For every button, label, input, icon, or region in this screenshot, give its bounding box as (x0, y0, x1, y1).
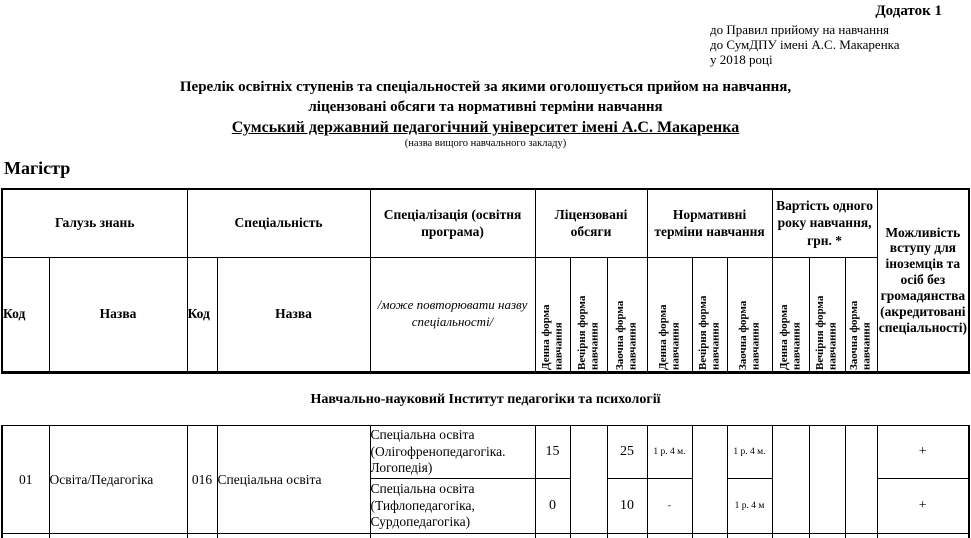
empty-cell (845, 534, 877, 538)
page-title-line-2: ліцензовані обсяги та нормативні терміни навчання (308, 99, 663, 115)
field-code-cell: 01 (2, 426, 49, 534)
tuition-cost-group-header: Вартість одного року навчання, грн. * (772, 189, 877, 257)
foreign-admission-header: Можливість вступу для іноземців та осіб без громадянства (акредитовані спеціальності) (877, 189, 969, 372)
empty-cell (535, 534, 570, 538)
licensed-day-form-header (535, 257, 570, 372)
term-day-cell: 1 р. 4 м. (647, 426, 692, 479)
page-heading (0, 77, 971, 150)
form-of-study-label: Заочна форма навчання (848, 300, 874, 370)
empty-cell (2, 534, 49, 538)
empty-cell (647, 534, 692, 538)
specialty-group-header: Спеціальність (187, 189, 370, 257)
admissions-table-header (1, 188, 970, 374)
specialization-cell: Спеціальна освіта (Олігофренопедагогіка. Логопедія) (370, 426, 535, 479)
empty-cell (809, 534, 845, 538)
foreign-admission-cell: + (877, 479, 969, 534)
licensed-evening-form-header (570, 257, 607, 372)
field-name-cell: Освіта/Педагогіка (49, 426, 187, 534)
annex-note (710, 22, 900, 67)
specialty-code-header: Код (187, 257, 217, 372)
page-title-line-1: Перелік освітніх ступенів та спеціальностей за якими оголошується прийом на навчання, (179, 79, 792, 95)
specialty-code-cell: 016 (187, 426, 217, 534)
terms-parttime-form-header (727, 257, 772, 372)
specialization-note: /може повторювати назву спеціальності/ (370, 257, 535, 372)
form-of-study-label: Денна форма навчання (656, 304, 682, 370)
table-row (2, 534, 969, 538)
header-sub-row (2, 257, 969, 372)
cost-day-form-header (772, 257, 809, 372)
licensed-parttime-cell: 25 (607, 426, 647, 479)
form-of-study-label: Вечірня форма навчання (575, 295, 601, 370)
term-parttime-cell: 1 р. 4 м. (727, 426, 772, 479)
cost-evening-cell (809, 426, 845, 534)
table-row (2, 426, 969, 479)
term-evening-cell (692, 426, 727, 534)
cost-parttime-form-header (845, 257, 877, 372)
cost-parttime-cell (845, 426, 877, 534)
field-name-header: Назва (49, 257, 187, 372)
form-of-study-label: Вечірня форма навчання (814, 295, 840, 370)
institute-section-heading: Навчально-науковий Інститут педагогіки та психології (310, 392, 661, 407)
terms-day-form-header (647, 257, 692, 372)
cost-evening-form-header (809, 257, 845, 372)
university-caption: (назва вищого навчального закладу) (404, 138, 567, 149)
annex-note-line-2: до СумДПУ імені А.С. Макаренка (710, 37, 900, 52)
empty-cell (49, 534, 187, 538)
specialization-header: Спеціалізація (освітня програма) (370, 189, 535, 257)
admissions-data-table (1, 425, 970, 538)
licensed-day-cell: 0 (535, 479, 570, 534)
form-of-study-label: Денна форма навчання (777, 304, 803, 370)
empty-cell (217, 534, 370, 538)
empty-cell (607, 534, 647, 538)
university-name: Сумський державний педагогічний університет імені А.С. Макаренка (231, 119, 740, 136)
normative-terms-group-header: Нормативні терміни навчання (647, 189, 772, 257)
field-of-knowledge-group-header: Галузь знань (2, 189, 187, 257)
annex-title: Додаток 1 (875, 3, 942, 19)
header-group-row (2, 189, 969, 257)
terms-evening-form-header (692, 257, 727, 372)
empty-cell (370, 534, 535, 538)
licensed-evening-cell (570, 426, 607, 534)
licensed-volume-group-header: Ліцензовані обсяги (535, 189, 647, 257)
empty-cell (727, 534, 772, 538)
field-code-header: Код (2, 257, 49, 372)
form-of-study-label: Заочна форма навчання (736, 300, 762, 370)
licensed-parttime-cell: 10 (607, 479, 647, 534)
specialty-name-header: Назва (217, 257, 370, 372)
term-day-cell: - (647, 479, 692, 534)
foreign-admission-cell: + (877, 426, 969, 479)
annex-note-line-1: до Правил прийому на навчання (710, 22, 890, 37)
annex-note-line-3: у 2018 році (710, 52, 773, 67)
empty-cell (772, 534, 809, 538)
specialty-name-cell: Спеціальна освіта (217, 426, 370, 534)
term-parttime-cell: 1 р. 4 м (727, 479, 772, 534)
degree-heading: Магістр (4, 158, 71, 178)
licensed-parttime-form-header (607, 257, 647, 372)
licensed-day-cell: 15 (535, 426, 570, 479)
empty-cell (570, 534, 607, 538)
empty-cell (877, 534, 969, 538)
form-of-study-label: Заочна форма навчання (614, 300, 640, 370)
specialization-cell: Спеціальна освіта (Тифлопедагогіка, Сурдопедагогіка) (370, 479, 535, 534)
form-of-study-label: Вечірня форма навчання (696, 295, 722, 370)
empty-cell (692, 534, 727, 538)
form-of-study-label: Денна форма навчання (539, 304, 565, 370)
cost-day-cell (772, 426, 809, 534)
empty-cell (187, 534, 217, 538)
